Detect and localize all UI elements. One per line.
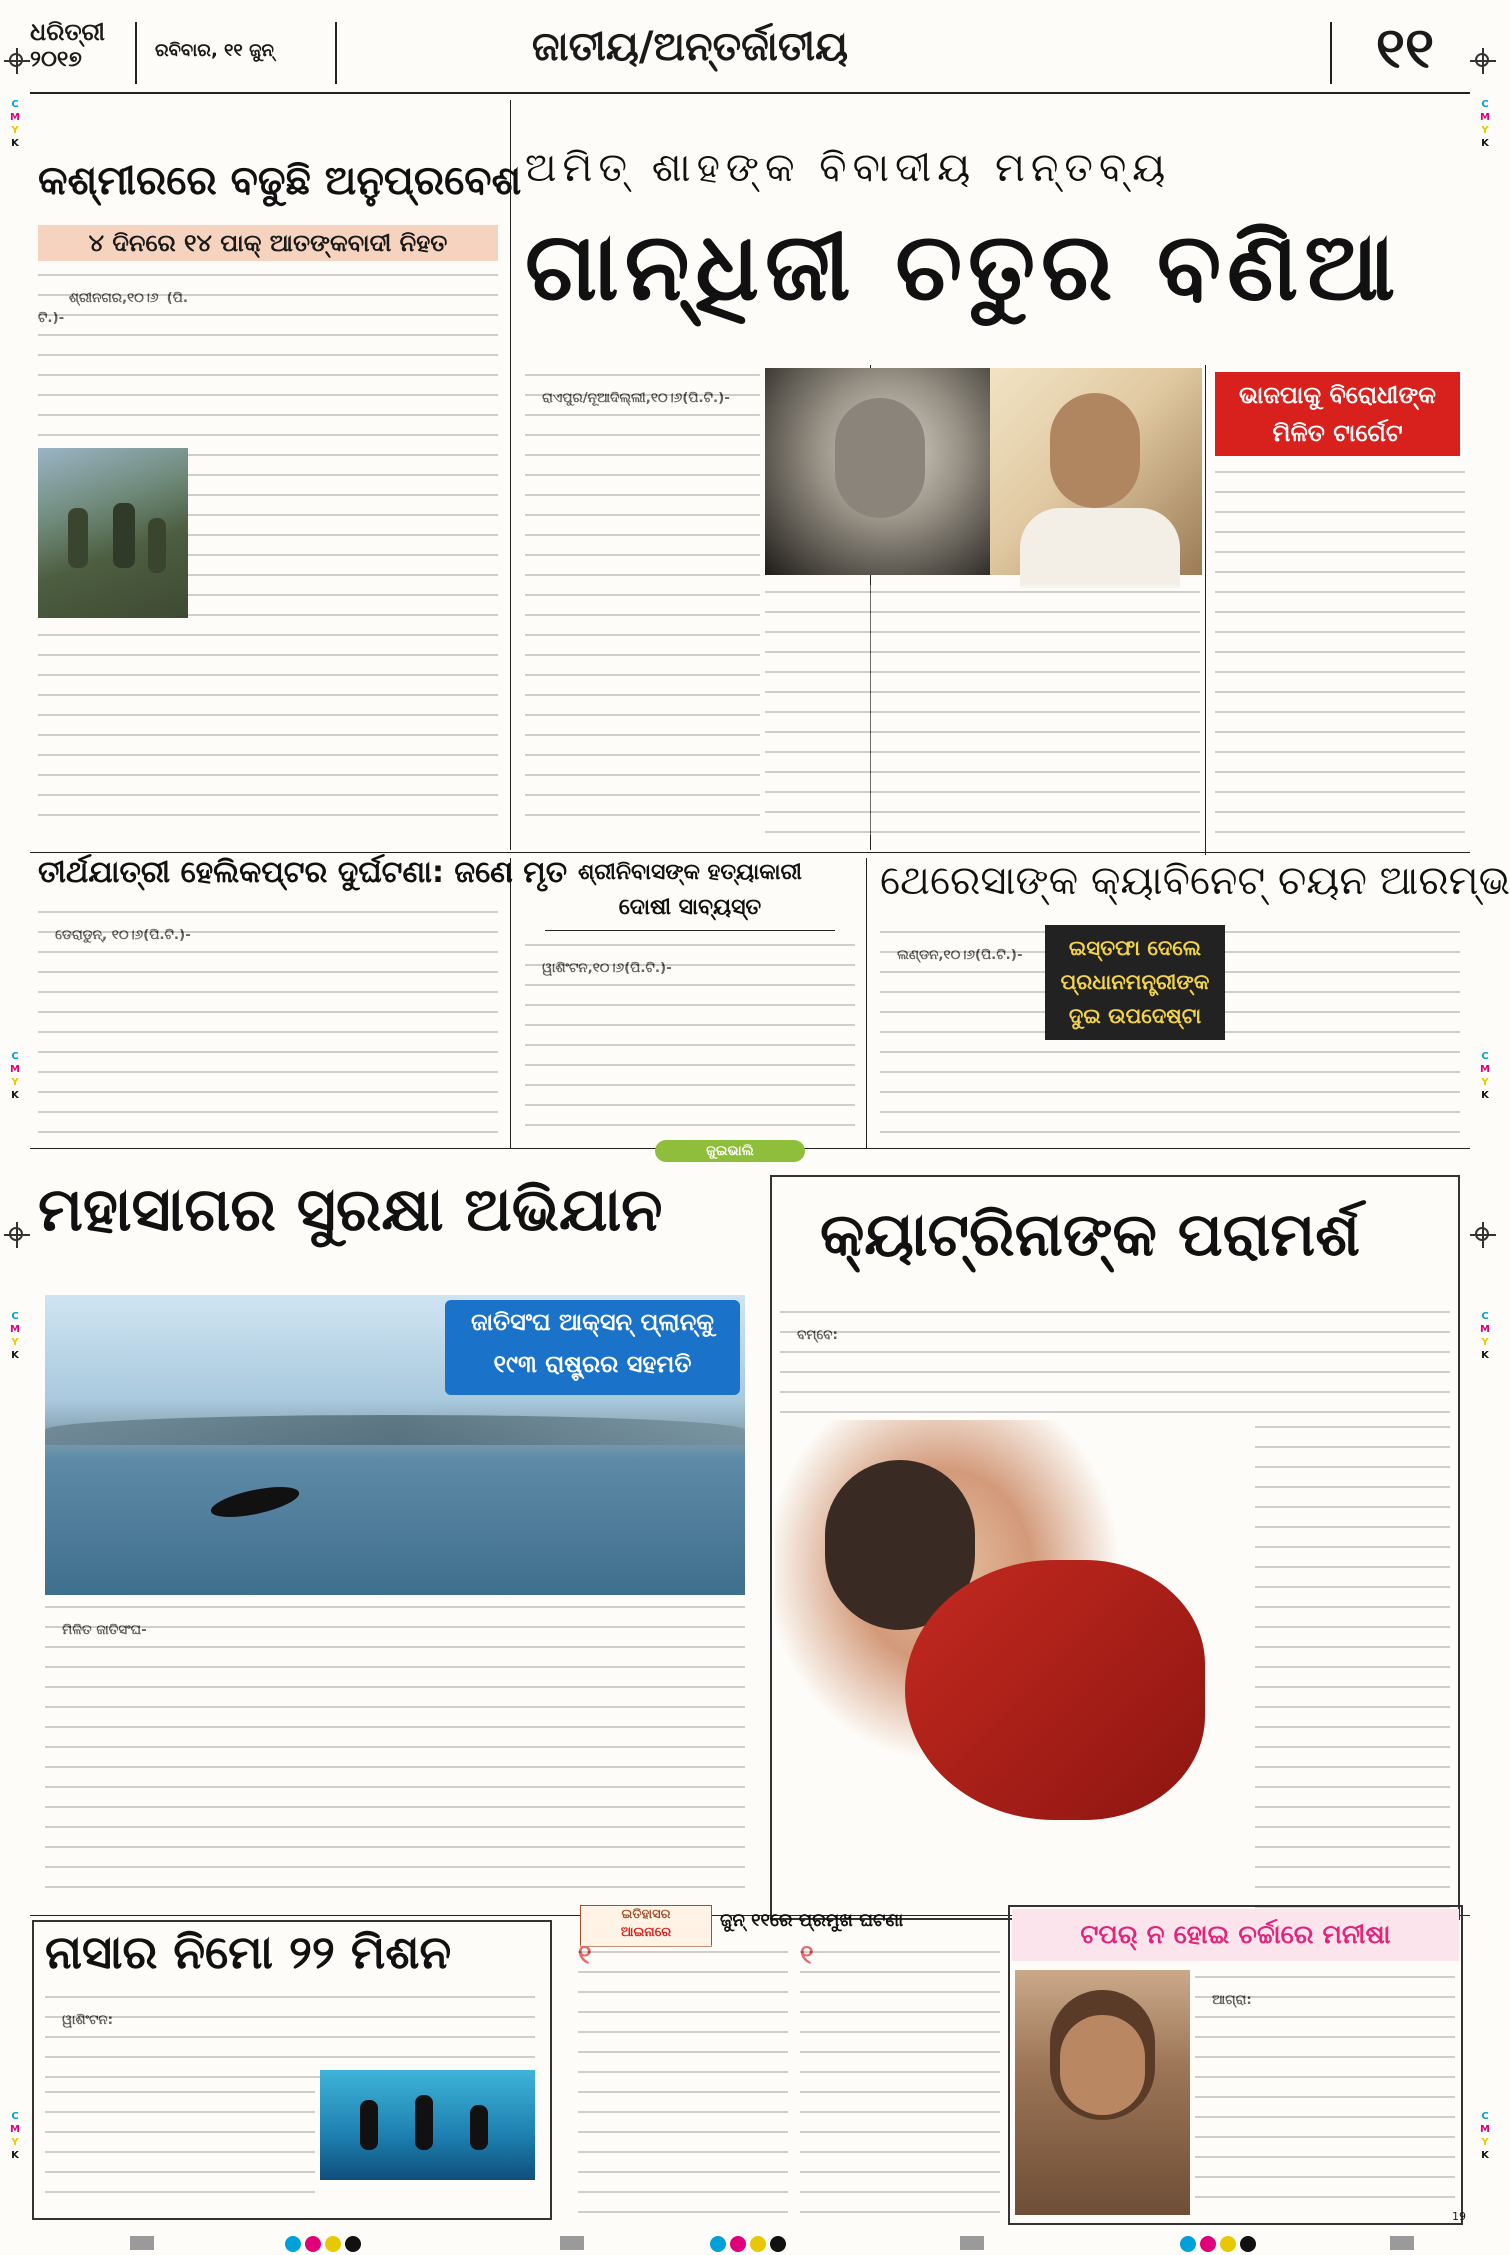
katrina-body-lines-side [1255,1420,1450,1910]
itihas-item2-year: ୧ [800,1940,814,1970]
katrina-photo [775,1420,1255,1910]
itihas-logo-line2: ଆଇନାରେ [620,1925,672,1940]
masthead-title: ଧରିତ୍ରୀ [30,18,105,46]
special-tag [655,1140,805,1162]
nasa-dateline: ୱାଶିଂଟନ: [62,2012,114,2028]
itihas-body-lines-right [800,1945,1000,2215]
manisha-photo [1015,1970,1190,2215]
ocean-blue-box [445,1300,740,1395]
issue-date: ରବିବାର, ୧୧ ଜୁନ୍ [155,40,274,61]
amit-shah-photo [990,368,1202,575]
manisha-body-lines [1195,1970,1455,2215]
cmyk-strip-icon: C M Y K [10,1311,20,1361]
nasa-divers-photo [320,2070,535,2180]
gandhi-red-box [1215,372,1460,456]
kashmir-subhead-box [38,225,498,261]
katrina-headline: କ୍ୟାଟ୍ରିନାଙ୍କ ପରାମର୍ଶ [820,1200,1360,1270]
itihas-body-lines-left [578,1945,788,2215]
gandhi-photo [765,368,990,575]
section-title: ଜାତୀୟ/ଅନ୍ତର୍ଜାତୀୟ [531,24,849,70]
cmyk-strip-icon: C M Y K [10,1051,20,1101]
registration-mark-icon [1470,48,1496,74]
theresa-dateline: ଲଣ୍ଡନ,୧୦।୬(ପି.ଟି.)- [897,947,1023,963]
ocean-box-line2: ୧୯୩ ରାଷ୍ଟ୍ରର ସହମତି [493,1350,692,1378]
cmyk-strip-icon: C M Y K [10,2111,20,2161]
gandhi-body-lines-bottom [765,585,1200,835]
cmyk-strip-icon: C M Y K [1480,99,1490,149]
orca-shape [208,1481,301,1523]
masthead-year: ୨୦୧୭ [30,47,82,72]
gandhi-headline: ଗାନ୍ଧିଜୀ ଚତୁର ବଣିଆ [525,213,1402,322]
nasa-headline: ନାସାର ନିମୋ ୨୨ ମିଶନ [45,1925,452,1979]
registration-mark-icon [4,48,30,74]
katrina-body-lines [780,1305,1450,1420]
kashmir-headline: କଶ୍ମୀରରେ ବଢୁଛି ଅନୁପ୍ରବେଶ [38,158,522,204]
helicopter-dateline: ଡେରାଡୁନ୍, ୧୦।୬(ପି.ଟି.)- [55,927,191,943]
gandhi-body-lines-right [1215,465,1465,835]
helicopter-headline: ତୀର୍ଥଯାତ୍ରୀ ହେଲିକପ୍ଟର ଦୁର୍ଘଟଣା: ଜଣେ ମୃତ [38,855,568,890]
itihas-logo [580,1905,712,1947]
special-tag-text: ଜୁଇଭାଲି [706,1143,754,1159]
cmyk-strip-icon: C M Y K [1480,1051,1490,1101]
gandhi-body-lines-left [525,368,760,834]
srinivas-headline-1: ଶ୍ରୀନିବାସଙ୍କ ହତ୍ୟାକାରୀ [578,860,802,885]
ocean-dateline: ମିଳିତ ଜାତିସଂଘ- [62,1622,147,1638]
nasa-body-lines-bottom [45,2085,315,2210]
katrina-dateline: ବମ୍ବେ: [797,1327,838,1343]
itihas-item1-year: ୧ [578,1940,592,1970]
cmyk-strip-icon: C M Y K [10,99,20,149]
kashmir-dateline: ଶ୍ରୀନଗର,୧୦।୬ (ପି.ଟି.)- [38,290,188,326]
theresa-box [1045,925,1225,1040]
theresa-box-text: ଇସ୍ତଫା ଦେଲେ ପ୍ରଧାନମନ୍ତ୍ରୀଙ୍କ ଦୁଇ ଉପଦେଷ୍ଟା [1060,936,1210,1028]
footer-page-number: 19 [1452,2210,1466,2223]
srinivas-headline-2: ଦୋଷୀ ସାବ୍ୟସ୍ତ [618,895,762,920]
srinivas-body-lines [525,938,855,1138]
kashmir-soldiers-photo [38,448,188,618]
ocean-headline: ମହାସାଗର ସୁରକ୍ଷା ଅଭିଯାନ [38,1175,663,1245]
gandhi-dateline: ରାଏପୁର/ନୂଆଦିଲ୍ଲୀ,୧୦।୬(ପି.ଟି.)- [542,390,730,406]
gandhi-kicker: ଅମିତ୍ ଶାହଙ୍କ ବିବାଦୀୟ ମନ୍ତବ୍ୟ [525,145,1172,191]
helicopter-body-lines [38,905,498,1135]
manisha-dateline: ଆଗ୍ରା: [1212,1992,1252,2008]
ocean-body-lines [45,1600,745,1900]
gandhi-red-box-text: ଭାଜପାକୁ ବିରୋଧୀଙ୍କ ମିଳିତ ଟାର୍ଗେଟ [1238,381,1437,447]
masthead-logo[interactable] [30,18,110,74]
registration-mark-icon [4,1222,30,1248]
itihas-title: ଜୁନ୍ ୧୧ରେ ପ୍ରମୁଖ ଘଟଣା [720,1910,904,1931]
kashmir-subhead: ୪ ଦିନରେ ୧୪ ପାକ୍ ଆତଙ୍କବାଦୀ ନିହତ [88,229,448,257]
manisha-headline-box [1012,1909,1459,1961]
kashmir-body-col1 [38,268,188,448]
srinivas-dateline: ୱାଶିଂଟନ,୧୦।୬(ପି.ଟି.)- [542,960,672,976]
manisha-headline: ଟପର୍ ନ ହୋଇ ଚର୍ଚ୍ଚାରେ ମନୀଷା [1080,1920,1391,1950]
cmyk-strip-icon: C M Y K [1480,1311,1490,1361]
theresa-headline: ଥେରେସାଙ୍କ କ୍ୟାବିନେଟ୍ ଚୟନ ଆରମ୍ଭ [880,858,1510,904]
registration-mark-icon [1470,1222,1496,1248]
page-number: ୧୧ [1375,16,1435,81]
cmyk-strip-icon: C M Y K [1480,2111,1490,2161]
itihas-logo-line1: ଇତିହାସର [621,1907,671,1922]
ocean-box-line1: ଜାତିସଂଘ ଆକ୍ସନ୍ ପ୍ଲାନ୍‌କୁ [471,1308,714,1336]
